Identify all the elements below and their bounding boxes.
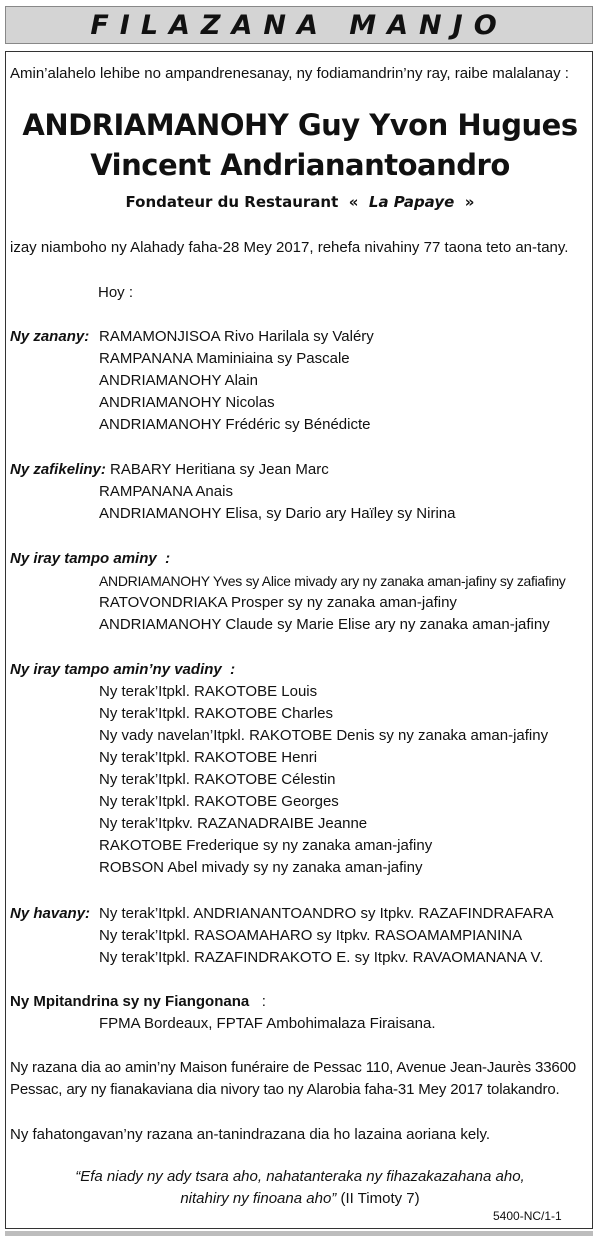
- role-quote-open: «: [348, 193, 359, 211]
- deceased-role: [6, 193, 594, 211]
- funeral-line2: Pessac, ary ny fianakaviana dia nivory tao ny Alarobia faha-31 Mey 2017 tolakandro.: [10, 1081, 560, 1098]
- intro-text: Amin’alahelo lehibe no ampandrenesanay, ny fodiamandrin’ny ray, raibe malalanay :: [10, 65, 569, 82]
- iray-tampo-label: Ny iray tampo aminy: [10, 550, 157, 567]
- list-item: FPMA Bordeaux, FPTAF Ambohimalaza Firaisana.: [99, 1015, 436, 1032]
- list-item: Ny vady navelan’Itpkl. RAKOTOBE Denis sy ny zanaka aman-jafiny: [99, 727, 549, 744]
- list-item: RAMPANANA Maminiaina sy Pascale: [99, 350, 350, 367]
- list-item: Ny terak’Itpkl. ANDRIANANTOANDRO sy Itpkv. RAZAFINDRAFARA: [99, 905, 554, 922]
- role-prefix: Fondateur du Restaurant: [125, 193, 339, 211]
- list-item: Ny terak’Itpkl. RAKOTOBE Charles: [99, 705, 333, 722]
- quote-line1: “Efa niady ny ady tsara aho, nahatanteraka ny fihazakazahana aho,: [75, 1168, 525, 1185]
- list-item: ANDRIAMANOHY Yves sy Alice mivady ary ny zanaka aman-jafiny sy zafiafiny: [99, 573, 566, 589]
- notice-title: FILAZANA MANJO: [90, 9, 508, 41]
- list-item: Ny terak’Itpkl. RAKOTOBE Célestin: [99, 771, 336, 788]
- bible-quote-line1: [6, 1166, 594, 1188]
- group-label-zafikeliny: [10, 461, 106, 479]
- list-item: ANDRIAMANOHY Claude sy Marie Elise ary ny zanaka aman-jafiny: [99, 616, 550, 633]
- zafikeliny-sep: :: [100, 461, 106, 478]
- list-item: RAKOTOBE Frederique sy ny zanaka aman-jafiny: [99, 837, 433, 854]
- bible-quote-line2: [6, 1188, 594, 1210]
- hoy-label: Hoy :: [98, 284, 134, 301]
- list-item: Ny terak’Itpkl. RAZAFINDRAKOTO E. sy Itpkv. RAVAOMANANA V.: [99, 949, 544, 966]
- zanany-label: Ny zanany: [10, 328, 85, 345]
- restaurant-name: La Papaye: [368, 193, 455, 211]
- mpitandrina-label: Ny Mpitandrina sy ny Fiangonana: [10, 993, 250, 1010]
- group-label-zanany: [10, 328, 89, 346]
- list-item: Ny terak’Itpkl. RAKOTOBE Louis: [99, 683, 318, 700]
- group-label-iray-tampo: [10, 550, 170, 568]
- zafikeliny-label: Ny zafikeliny: [10, 461, 101, 478]
- deceased-name-line2: Vincent Andrianantoandro: [90, 148, 510, 182]
- list-item: RAMPANANA Anais: [99, 483, 233, 500]
- list-item: ANDRIAMANOHY Frédéric sy Bénédicte: [99, 416, 371, 433]
- list-item: RABARY Heritiana sy Jean Marc: [110, 461, 329, 478]
- burial-note: Ny fahatongavan’ny razana an-tanindrazana dia ho lazaina aoriana kely.: [10, 1126, 491, 1143]
- iray-tampo-vadiny-sep: :: [230, 661, 236, 678]
- group-label-iray-tampo-vadiny: [10, 661, 235, 679]
- havany-label: Ny havany: [10, 905, 86, 922]
- zanany-sep: :: [84, 328, 90, 345]
- quote-line2: nitahiry ny finoana aho”: [180, 1190, 337, 1207]
- list-item: Ny terak’Itpkl. RASOAMAHARO sy Itpkv. RASOAMAMPIANINA: [99, 927, 523, 944]
- funeral-line1: Ny razana dia ao amin’ny Maison funéraire de Pessac 110, Avenue Jean-Jaurès 33600: [10, 1059, 576, 1076]
- role-quote-close: »: [464, 193, 475, 211]
- death-notice: izay niamboho ny Alahady faha-28 Mey 2017, rehefa nivahiny 77 taona teto an-tany.: [10, 239, 569, 256]
- list-item: Ny terak’Itpkv. RAZANADRAIBE Jeanne: [99, 815, 368, 832]
- bottom-divider: [5, 1231, 593, 1236]
- list-item: Ny terak’Itpkl. RAKOTOBE Georges: [99, 793, 339, 810]
- iray-tampo-sep: :: [165, 550, 171, 567]
- group-label-havany: [10, 905, 90, 923]
- iray-tampo-vadiny-label: Ny iray tampo amin’ny vadiny: [10, 661, 222, 678]
- reference-code: 5400-NC/1-1: [493, 1209, 562, 1223]
- list-item: Ny terak’Itpkl. RAKOTOBE Henri: [99, 749, 318, 766]
- list-item: RAMAMONJISOA Rivo Harilala sy Valéry: [99, 328, 374, 345]
- list-item: ANDRIAMANOHY Elisa, sy Dario ary Haïley sy Nirina: [99, 505, 456, 522]
- notice-body: [5, 51, 593, 1229]
- list-item: ANDRIAMANOHY Nicolas: [99, 394, 275, 411]
- quote-source: (II Timoty 7): [340, 1190, 420, 1207]
- list-item: ROBSON Abel mivady sy ny zanaka aman-jafiny: [99, 859, 423, 876]
- notice-header-banner: [5, 6, 593, 44]
- list-item: ANDRIAMANOHY Alain: [99, 372, 258, 389]
- group-label-mpitandrina: [10, 993, 266, 1011]
- list-item: RATOVONDRIAKA Prosper sy ny zanaka aman-jafiny: [99, 594, 457, 611]
- mpitandrina-sep: :: [261, 993, 266, 1010]
- deceased-name-line1: ANDRIAMANOHY Guy Yvon Hugues: [22, 108, 578, 142]
- havany-sep: :: [85, 905, 91, 922]
